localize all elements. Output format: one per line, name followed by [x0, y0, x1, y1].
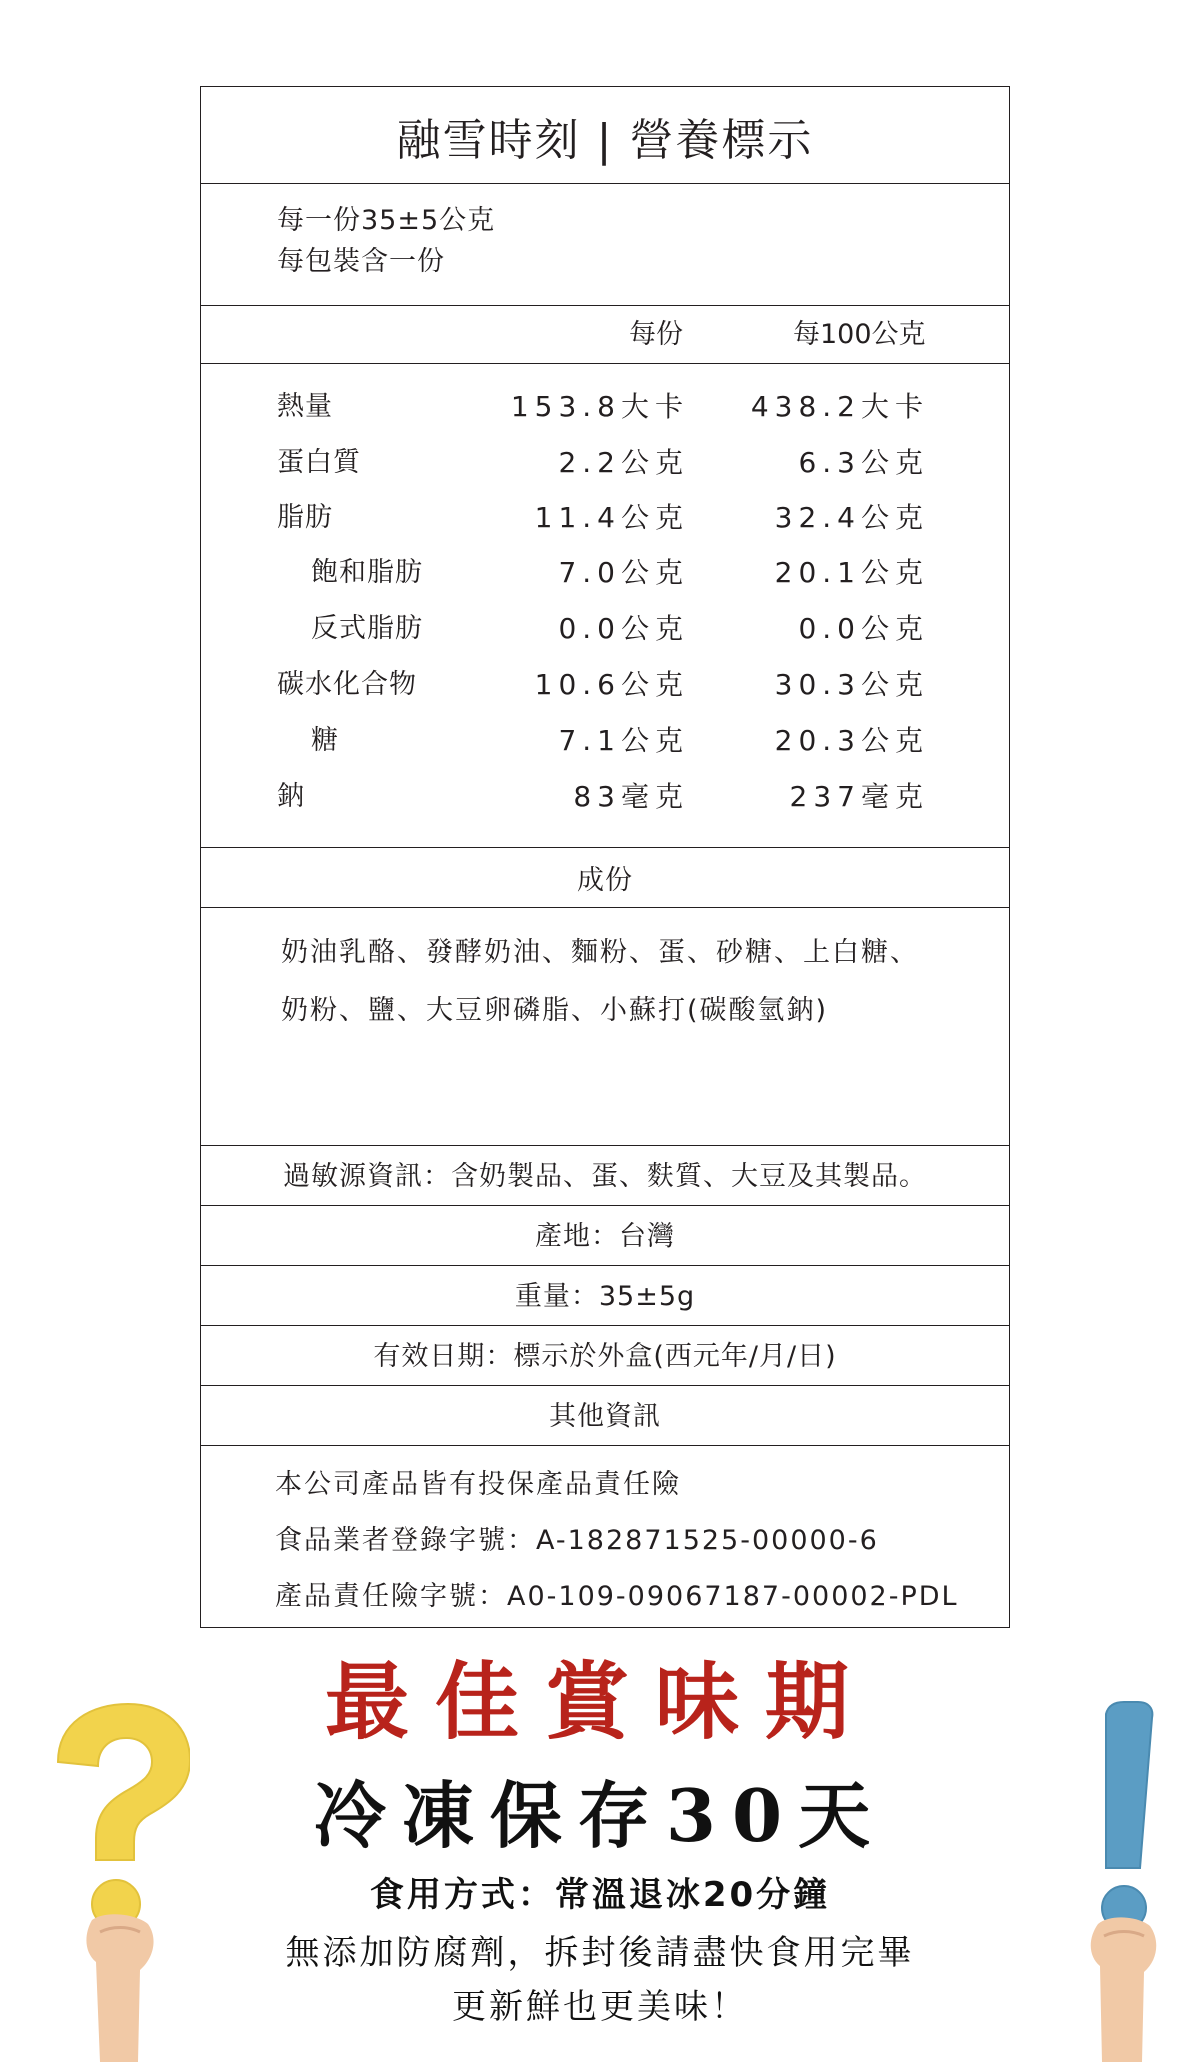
- usage-instructions: 食用方式：常溫退冰20分鐘: [369, 1875, 831, 1915]
- origin: 產地：台灣: [535, 1221, 675, 1252]
- nutrient-value-per-100g: 0.0公克: [798, 612, 929, 645]
- nutrient-value-per-serving: 83毫克: [573, 780, 689, 813]
- ingredients-line: 奶粉、鹽、大豆卵磷脂、小蘇打(碳酸氫鈉): [281, 995, 829, 1026]
- note-line: 更新鮮也更美味！: [452, 1987, 748, 2027]
- nutrient-value-per-100g: 30.3公克: [774, 668, 929, 701]
- column-header-per-serving: 每份: [629, 319, 683, 350]
- servings-per-pack: 每包裝含一份: [277, 246, 445, 277]
- divider: [201, 1385, 1009, 1386]
- nutrient-value-per-serving: 0.0公克: [558, 612, 689, 645]
- serving-size: 每一份35±5公克: [277, 205, 496, 236]
- other-info-line: 本公司產品皆有投保產品責任險: [275, 1469, 681, 1500]
- nutrient-name: 反式脂肪: [311, 613, 423, 644]
- divider: [201, 847, 1009, 848]
- divider: [201, 907, 1009, 908]
- ingredients-line: 奶油乳酪、發酵奶油、麵粉、蛋、砂糖、上白糖、: [281, 937, 919, 968]
- nutrient-value-per-serving: 11.4公克: [534, 501, 689, 534]
- divider: [201, 1325, 1009, 1326]
- allergen-info: 過敏源資訊：含奶製品、蛋、麩質、大豆及其製品。: [283, 1161, 927, 1192]
- nutrient-value-per-serving: 7.0公克: [558, 556, 689, 589]
- divider: [201, 1445, 1009, 1446]
- other-info-heading: 其他資訊: [549, 1401, 661, 1432]
- column-header-per-100g: 每100公克: [793, 319, 926, 350]
- divider: [201, 1145, 1009, 1146]
- divider: [201, 363, 1009, 364]
- question-mark-sign-icon: [40, 1700, 190, 2062]
- ingredients-heading: 成份: [577, 865, 633, 896]
- divider: [201, 183, 1009, 184]
- nutrient-name: 碳水化合物: [277, 669, 417, 700]
- nutrient-value-per-100g: 438.2大卡: [750, 390, 929, 423]
- nutrient-value-per-serving: 153.8大卡: [510, 390, 689, 423]
- other-info-line: 產品責任險字號：A0-109-09067187-00002-PDL: [275, 1581, 959, 1612]
- nutrient-name: 蛋白質: [277, 447, 361, 478]
- expiry-date: 有效日期：標示於外盒(西元年/月/日): [373, 1341, 837, 1372]
- nutrient-name: 脂肪: [277, 502, 333, 533]
- best-period-heading: 最佳賞味期: [324, 1652, 875, 1751]
- nutrient-name: 鈉: [277, 781, 305, 812]
- note-line: 無添加防腐劑，拆封後請盡快食用完畢: [285, 1933, 915, 1973]
- nutrient-name: 熱量: [277, 391, 333, 422]
- nutrient-value-per-100g: 6.3公克: [798, 446, 929, 479]
- nutrient-value-per-100g: 237毫克: [789, 780, 929, 813]
- nutrient-value-per-100g: 20.1公克: [774, 556, 929, 589]
- weight: 重量：35±5g: [514, 1281, 696, 1312]
- nutrient-name: 飽和脂肪: [311, 557, 423, 588]
- nutrient-value-per-100g: 20.3公克: [774, 724, 929, 757]
- storage-heading: 冷凍保存30天: [313, 1773, 887, 1858]
- nutrient-value-per-100g: 32.4公克: [774, 501, 929, 534]
- other-info-line: 食品業者登錄字號：A-182871525-00000-6: [275, 1525, 879, 1556]
- divider: [201, 305, 1009, 306]
- nutrient-value-per-serving: 2.2公克: [558, 446, 689, 479]
- nutrition-label: [200, 86, 1010, 1628]
- exclamation-mark-sign-icon: [1040, 1700, 1190, 2062]
- divider: [201, 1205, 1009, 1206]
- nutrient-name: 糖: [311, 725, 339, 756]
- divider: [201, 1265, 1009, 1266]
- label-title: 融雪時刻 | 營養標示: [396, 115, 814, 166]
- nutrient-value-per-serving: 7.1公克: [558, 724, 689, 757]
- nutrient-value-per-serving: 10.6公克: [534, 668, 689, 701]
